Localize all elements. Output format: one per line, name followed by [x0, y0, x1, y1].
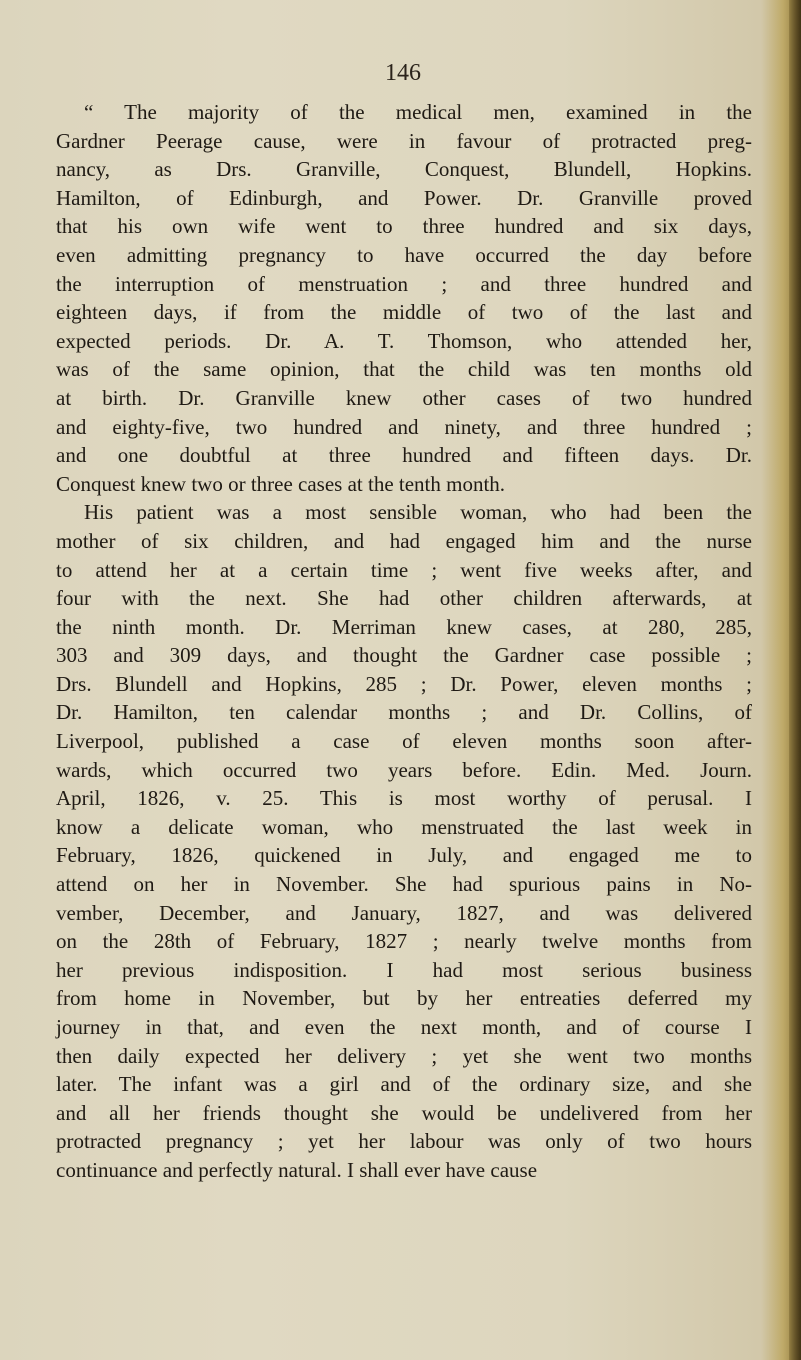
text-line: Liverpool, published a case of eleven months soon after-	[56, 729, 752, 754]
text-line: continuance and perfectly natural. I shall ever have cause	[56, 1157, 538, 1182]
text-line: Hamilton, of Edinburgh, and Power. Dr. Granville proved	[56, 185, 752, 210]
text-line: then daily expected her delivery ; yet she went two months	[56, 1043, 752, 1068]
text-line: Gardner Peerage cause, were in favour of protracted preg-	[56, 128, 752, 153]
text-line: later. The infant was a girl and of the ordinary size, and she	[56, 1072, 752, 1097]
text-line: that his own wife went to three hundred and six days,	[56, 214, 752, 239]
text-line: April, 1826, v. 25. This is most worthy of perusal. I	[56, 786, 752, 811]
text-line: eighteen days, if from the middle of two of the last and	[56, 300, 752, 325]
text-line: journey in that, and even the next month, and of course I	[56, 1015, 752, 1039]
text-line: four with the next. She had other children afterwards, at	[56, 586, 752, 611]
text-line: Conquest knew two or three cases at the tenth month.	[56, 471, 506, 496]
text-line: on the 28th of February, 1827 ; nearly twelve months from	[56, 929, 752, 954]
text-line: wards, which occurred two years before. Edin. Med. Journ.	[56, 757, 752, 782]
body-text	[56, 98, 752, 1185]
text-line: vember, December, and January, 1827, and was delivered	[56, 900, 752, 925]
text-line: mother of six children, and had engaged him and the nurse	[56, 528, 752, 553]
text-line: 303 and 309 days, and thought the Gardner case possible ;	[56, 643, 752, 668]
text-line: and one doubtful at three hundred and fifteen days. Dr.	[56, 443, 752, 468]
text-line: His patient was a most sensible woman, who had been the	[84, 500, 752, 525]
text-line: her previous indisposition. I had most serious business	[56, 957, 752, 982]
text-line: Drs. Blundell and Hopkins, 285 ; Dr. Power, eleven months ;	[56, 671, 752, 696]
text-line: and eighty-five, two hundred and ninety, and three hundred ;	[56, 414, 752, 439]
text-line: “ The majority of the medical men, examined in the	[84, 100, 752, 124]
text-line: the interruption of menstruation ; and three hundred and	[56, 271, 752, 296]
text-line: February, 1826, quickened in July, and engaged me to	[56, 843, 752, 868]
text-line: attend on her in November. She had spurious pains in No-	[56, 872, 752, 897]
text-line: protracted pregnancy ; yet her labour was only of two hours	[56, 1129, 752, 1154]
text-line: was of the same opinion, that the child was ten months old	[56, 357, 752, 382]
text-line: from home in November, but by her entreaties deferred my	[56, 986, 752, 1011]
text-line: even admitting pregnancy to have occurred the day before	[56, 242, 752, 267]
text-line: and all her friends thought she would be undelivered from her	[56, 1100, 752, 1125]
text-line: to attend her at a certain time ; went five weeks after, and	[56, 557, 752, 582]
page-number: 146	[385, 60, 421, 86]
text-line: the ninth month. Dr. Merriman knew cases, at 280, 285,	[56, 614, 752, 639]
text-line: know a delicate woman, who menstruated the last week in	[56, 814, 752, 839]
text-line: expected periods. Dr. A. T. Thomson, who attended her,	[56, 328, 752, 353]
text-line: nancy, as Drs. Granville, Conquest, Blundell, Hopkins.	[56, 157, 752, 182]
page-gutter-edge	[789, 0, 801, 1360]
text-line: at birth. Dr. Granville knew other cases of two hundred	[56, 385, 752, 410]
text-line: Dr. Hamilton, ten calendar months ; and Dr. Collins, of	[56, 700, 752, 725]
